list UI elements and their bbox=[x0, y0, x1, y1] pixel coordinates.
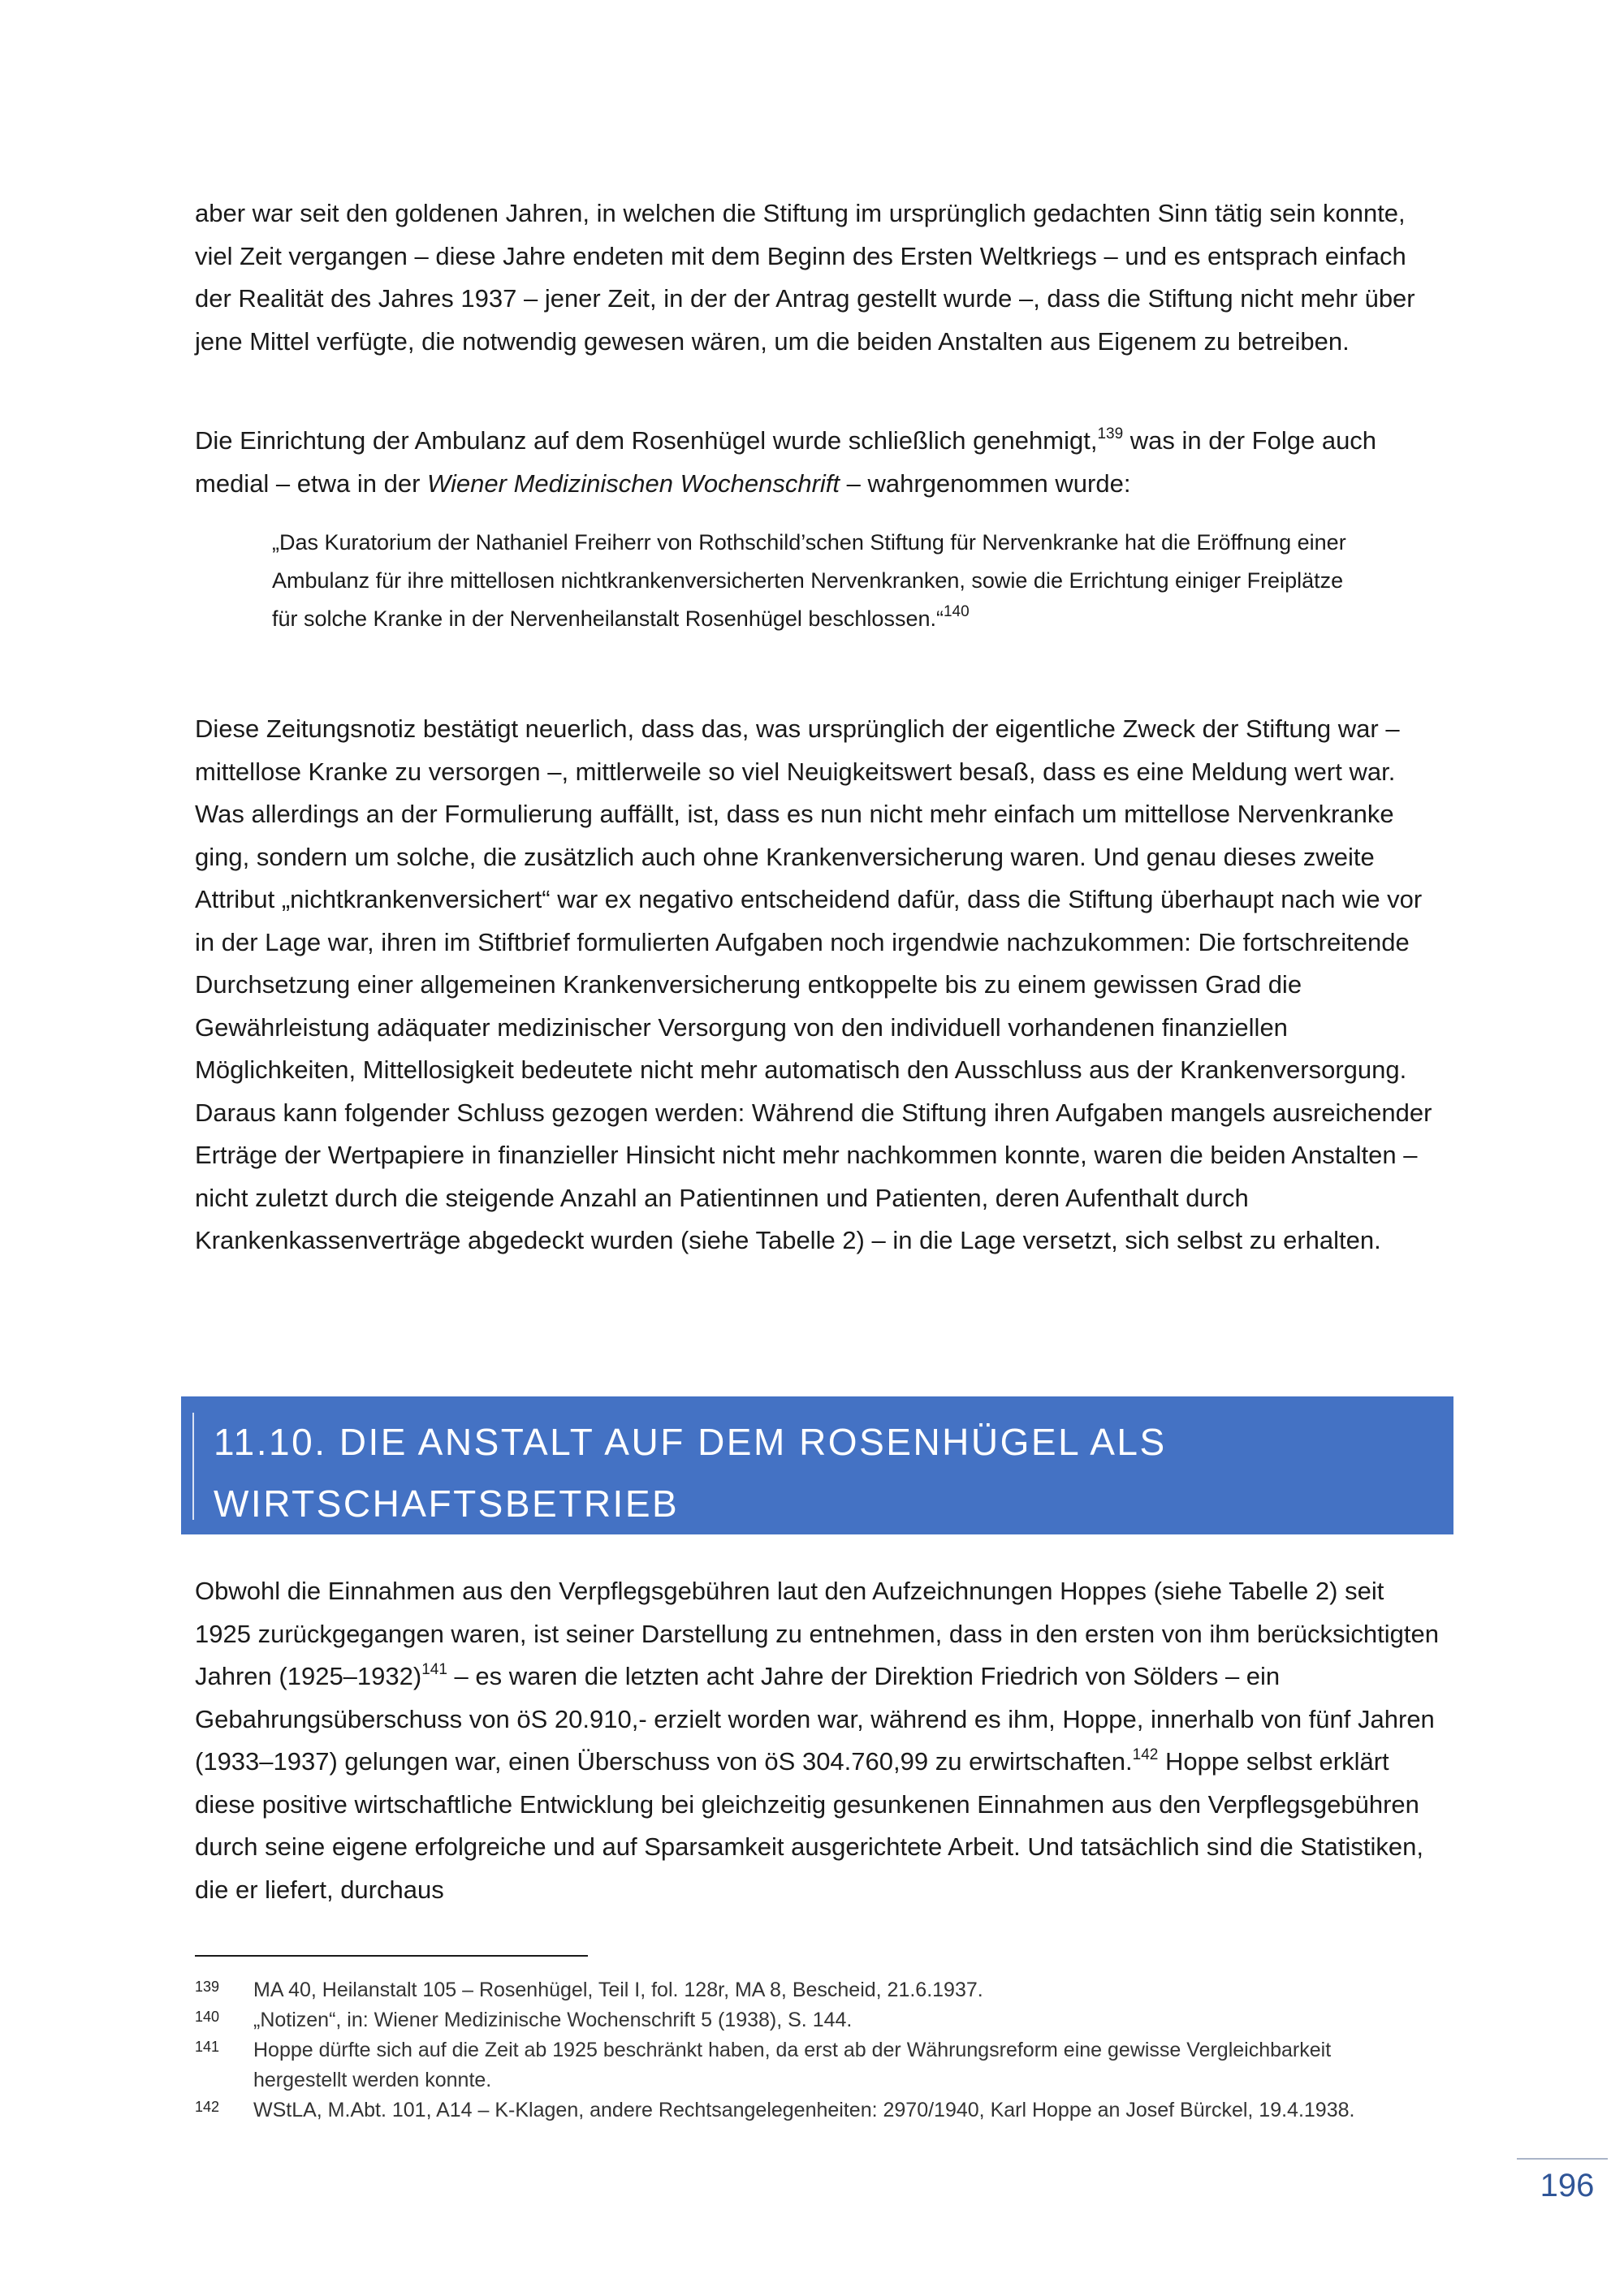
paragraph-4-text-b: – es waren die letzten acht Jahre der Direktion Friedrich von Sölders – ein Gebahrungsüberschuss von öS 20.910,- erzielt worden war, während es ihm, Hoppe, innerhalb von fünf Jahren (1933–1937) gelungen war, einen Überschuss von öS 304.760,99 zu erwirtschaften. bbox=[195, 1662, 1435, 1776]
body-paragraph-1: aber war seit den goldenen Jahren, in welchen die Stiftung im ursprünglich gedachten Sinn tätig sein konnte, viel Zeit vergangen – diese Jahre endeten mit dem Beginn des Ersten Weltkriegs – und es entsprach einfach der Realität des Jahres 1937 – jener Zeit, in der der Antrag gestellt wurde –, dass die Stiftung nicht mehr über jene Mittel verfügte, die notwendig gewesen wären, um die beiden Anstalten aus Eigenem zu betreiben. bbox=[195, 199, 1415, 356]
footnote bbox=[195, 2005, 1372, 2035]
body-paragraph-2 bbox=[195, 420, 1445, 505]
footnote bbox=[195, 2095, 1372, 2126]
body-paragraph-4 bbox=[195, 1570, 1445, 1911]
footnote bbox=[195, 2035, 1372, 2095]
page-number: 196 bbox=[1540, 2168, 1595, 2203]
page-number-rule bbox=[1517, 2158, 1608, 2160]
block-quote bbox=[272, 524, 1360, 638]
footnotes bbox=[195, 1975, 1372, 2126]
footnote-number: 142 bbox=[195, 2099, 220, 2115]
footnote-ref-142[interactable]: 142 bbox=[1132, 1746, 1159, 1763]
footnote-ref-140[interactable]: 140 bbox=[943, 603, 970, 620]
heading-accent-bar bbox=[192, 1413, 194, 1520]
footnote-number: 141 bbox=[195, 2039, 220, 2055]
footnote-text: MA 40, Heilanstalt 105 – Rosenhügel, Teil I, fol. 128r, MA 8, Bescheid, 21.6.1937. bbox=[253, 1979, 983, 2001]
section-heading bbox=[181, 1396, 1453, 1534]
section-heading-line-2: WIRTSCHAFTSBETRIEB bbox=[214, 1482, 680, 1525]
footnote-text: WStLA, M.Abt. 101, A14 – K-Klagen, andere Rechtsangelegenheiten: 2970/1940, Karl Hoppe an Josef Bürckel, 19.4.1938. bbox=[253, 2099, 1355, 2121]
footnote-text: Hoppe dürfte sich auf die Zeit ab 1925 beschränkt haben, da erst ab der Währungsreform eine gewisse Vergleichbarkeit hergestellt werden konnte. bbox=[253, 2039, 1332, 2091]
quote-text: „Das Kuratorium der Nathaniel Freiherr von Rothschild’schen Stiftung für Nervenkranke hat die Eröffnung einer Ambulanz für ihre mittellosen nichtkrankenversicherten Nervenkranken, sowie die Errichtung einiger Freiplätze für solche Kranke in der Nervenheilanstalt Rosenhügel beschlossen.“ bbox=[272, 530, 1346, 631]
footnote-ref-141[interactable]: 141 bbox=[421, 1661, 447, 1678]
body-paragraph-3: Diese Zeitungsnotiz bestätigt neuerlich, dass das, was ursprünglich der eigentliche Zweck der Stiftung war – mittellose Kranke zu versorgen –, mittlerweile so viel Neuigkeitswert besaß, dass es eine Meldung wert war. Was allerdings an der Formulierung auffällt, ist, dass es nun nicht mehr einfach um mittellose Nervenkranke ging, sondern um solche, die zusätzlich auch ohne Krankenversicherung waren. Und genau dieses zweite Attribut „nichtkrankenversichert“ war ex negativo entscheidend dafür, dass die Stiftung überhaupt nach wie vor in der Lage war, ihren im Stiftbrief formulierten Aufgaben noch irgendwie nachzukommen: Die fortschreitende Durchsetzung einer allgemeinen Krankenversicherung entkoppelte bis zu einem gewissen Grad die Gewährleistung adäquater medizinischer Versorgung von den individuell vorhandenen finanziellen Möglichkeiten, Mittellosigkeit bedeutete nicht mehr automatisch den Ausschluss aus der Krankenversorgung. Daraus kann folgender Schluss gezogen werden: Während die Stiftung ihren Aufgaben mangels ausreichender Erträge der Wertpapiere in finanzieller Hinsicht nicht mehr nachkommen konnte, waren die beiden Anstalten – nicht zuletzt durch die steigende Anzahl an Patientinnen und Patienten, deren Aufenthalt durch Krankenkassenverträge abgedeckt wurden (siehe Tabelle 2) – in die Lage versetzt, sich selbst zu erhalten. bbox=[195, 714, 1432, 1254]
footnote-ref-139[interactable]: 139 bbox=[1097, 425, 1124, 442]
footnote bbox=[195, 1975, 1372, 2005]
footnote-separator bbox=[195, 1955, 588, 1957]
footnote-number: 139 bbox=[195, 1979, 220, 1995]
paragraph-4-text-a: Obwohl die Einnahmen aus den Verpflegsgebühren laut den Aufzeichnungen Hoppes (siehe Tabelle 2) seit 1925 zurückgegangen waren, ist seiner Darstellung zu entnehmen, dass in den ersten von ihm berücksichtigten Jahren (1925–1932) bbox=[195, 1577, 1439, 1690]
paragraph-2-text-c: – wahrgenommen wurde: bbox=[840, 468, 1131, 498]
section-heading-line-1: 11.10. DIE ANSTALT AUF DEM ROSENHÜGEL ALS bbox=[214, 1421, 1167, 1463]
paragraph-4-text-c: Hoppe selbst erklärt diese positive wirtschaftliche Entwicklung bei gleichzeitig gesunkenen Einnahmen aus den Verpflegsgebühren durch seine eigene erfolgreiche und auf Sparsamkeit ausgerichtete Arbeit. Und tatsächlich sind die Statistiken, die er liefert, durchaus bbox=[195, 1747, 1423, 1904]
footnote-text: „Notizen“, in: Wiener Medizinische Wochenschrift 5 (1938), S. 144. bbox=[253, 2009, 853, 2031]
journal-title-italic: Wiener Medizinischen Wochenschrift bbox=[427, 468, 840, 498]
paragraph-2-text-b: was in der Folge auch medial – etwa in der bbox=[195, 426, 1377, 498]
footnote-number: 140 bbox=[195, 2009, 220, 2025]
paragraph-2-text-a: Die Einrichtung der Ambulanz auf dem Rosenhügel wurde schließlich genehmigt, bbox=[195, 426, 1098, 455]
